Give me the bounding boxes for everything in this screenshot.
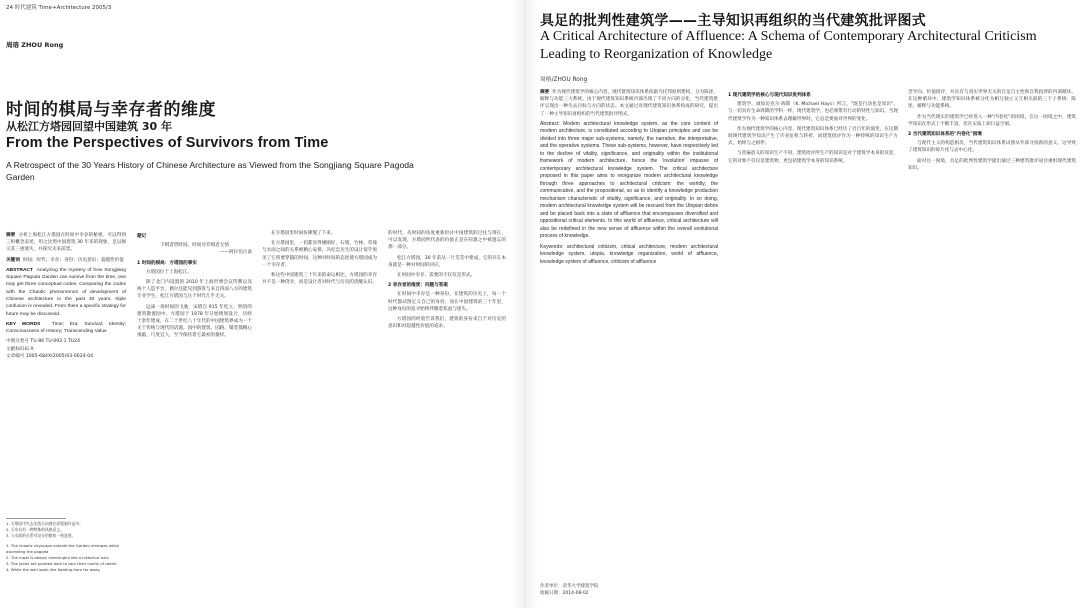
body-paragraph: 的时代，从时间的角度重新检讨中国建筑的过往与现在，可以发现，方塔园所代表的价值正是在喧嚣之中被遗忘的那一部分。 bbox=[388, 231, 506, 251]
body-column-2 bbox=[137, 230, 252, 343]
body-paragraph: 建筑学，诚如迈克尔·海斯（K. Michael Hays）所言，"既是行动也是知识"。与一切具有生命周期的学科一样，现代建筑学，也必须带有行动的特性与知识。当现代建筑学作为一种知识体系去理解世界时，它总是要面对世界的变化。 bbox=[728, 102, 898, 122]
article-title-zh: 具足的批判性建筑学——主导知识再组织的当代建筑批评图式 bbox=[540, 13, 927, 29]
caption-line: 2. 石亭具有一种特殊的风格意义。 bbox=[6, 527, 64, 532]
abstract-en-text: Analyzing the mystery of how Songjiang Square Pagoda Garden can survive from the time, one may get three conceptual codes. Comparing the codes with the Chaotic phenomenon of development of Chinese architecture in the past 30 years, triple confusion is revealed. From them a specific strategy for future may be discussed. bbox=[6, 267, 126, 317]
epigraph bbox=[137, 242, 252, 256]
right-page bbox=[538, 0, 1080, 608]
section-heading-2: 2 当代建筑知识体系的"内卷化"困境 bbox=[908, 132, 982, 138]
publication-info bbox=[540, 584, 599, 598]
caption-line: 1. The chaotic cityscape outside the Garden emerges while ascending the pagoda bbox=[6, 543, 119, 554]
abstract-zh-label: 摘要 bbox=[540, 90, 550, 95]
body-paragraph: 念导向、价值批评，并具有与真实世界无关的自足自主性和自我指涉的内部循环。在这种循环中，建筑学知识体系被分化为相互独立又互相关联的三个子系统：陈述、解释与功能系统。 bbox=[908, 90, 1076, 110]
section-heading-1: 1 时间的棋局：方塔园的事实 bbox=[137, 260, 197, 266]
keywords-en-text: architectural criticism, critical architecture, modern architectural knowledge system, utopia, knowledge organization, world of affluence, knowledge system of affluence, criticism of affluence bbox=[540, 243, 718, 265]
left-page bbox=[0, 0, 512, 608]
body-paragraph: 在方塔园里时间仿佛慢了下来。 bbox=[271, 231, 336, 236]
article-title-en: A Critical Architecture of Affluence: A Schema of Contemporary Architectural Criticism Leading to Reorganization of Knowledge bbox=[540, 29, 1037, 62]
body-column-3 bbox=[908, 89, 1076, 175]
author-name: 周榕/ZHOU Rong bbox=[540, 77, 588, 83]
abstract-en-label: ABSTRACT bbox=[6, 267, 33, 273]
page-gutter bbox=[512, 0, 538, 608]
body-paragraph: 面对这一困境，具足的批判性建筑学提出通过三种建筑批评途径重组现代建筑知识。 bbox=[908, 158, 1076, 171]
abstract-zh bbox=[6, 232, 126, 254]
caption-divider bbox=[6, 518, 66, 519]
abstract-en bbox=[6, 267, 126, 318]
abstract-en-label: Abstract: bbox=[540, 120, 560, 127]
abstract-zh-text: 分析上海松江方塔园在时间中幸存的秘密，可以得到三组概念表述，用之比照中国建筑 30 年来的现象，足以揭示其三重迷失，并探究未来前景。 bbox=[6, 233, 126, 253]
abstract-zh-label: 摘要 bbox=[6, 233, 16, 238]
section-heading-2: 2 幸存者的维度：问题与答案 bbox=[388, 283, 448, 289]
document-code: 文献标识码 A bbox=[6, 346, 34, 352]
article-number: 文章编号 1005-684X(2005)03-0024-04 bbox=[6, 353, 94, 359]
caption-line: 2. The moat is deeply meaningful like a historical axis. bbox=[6, 555, 110, 560]
body-column-3 bbox=[262, 230, 377, 289]
article-title-zh: 时间的棋局与幸存者的维度 bbox=[6, 100, 216, 120]
abstract-column bbox=[540, 89, 718, 269]
caption-line: 4. While the wall looks like floating from far away. bbox=[6, 567, 101, 572]
keywords-en-label: Keywords: bbox=[540, 243, 564, 250]
keywords-en-text: Time; Era; Survival; Identity; Consciousness of History; Transcending Value bbox=[6, 321, 127, 335]
body-column-4 bbox=[388, 230, 506, 333]
keywords-zh-text: 时间；时代；幸存；身份；历史意识；超越性价值 bbox=[22, 257, 124, 263]
caption-line: 1. 方塔园中失去光线方向感在原版画作品中。 bbox=[6, 521, 83, 526]
epigraph-text: 下棋者皆时间，时间对弈棋者无情 bbox=[160, 243, 229, 249]
keywords-zh bbox=[6, 257, 126, 264]
abstract-zh bbox=[540, 89, 718, 118]
body-paragraph: 方塔园的经验告诉我们，建筑的身份来自于对历史的意识和对超越性价值的追求。 bbox=[388, 317, 506, 330]
keywords-en bbox=[6, 321, 126, 336]
body-paragraph: 与现代主义的构造相反，当代建筑知识体系试图从外部寻找新的意义，这导致了建筑知识的碎片化与去中心化。 bbox=[908, 141, 1076, 154]
keywords-zh-label: 关键词 bbox=[6, 257, 20, 263]
body-paragraph: 作为现代建筑学的核心内容，现代建筑知识体系已经历了近百年的演变，在这期间现代建筑学知识产生了许多危机与转折，而建筑批评作为一种特殊的知识生产方式，始终与之相伴。 bbox=[728, 126, 898, 147]
author-name: 周瑢 ZHOU Rong bbox=[6, 41, 64, 49]
body-paragraph: 在时间中幸存，需要的不仅仅是形式。 bbox=[397, 273, 476, 279]
intro-heading: 题记 bbox=[137, 234, 147, 239]
body-column-2 bbox=[728, 89, 898, 168]
author-affiliation: 作者单位：清华大学建筑学院 bbox=[540, 584, 599, 589]
class-number: 中图分类号 TU-86 TU-092.1 TU24 bbox=[6, 339, 81, 345]
section-heading-1: 1 现代建筑学的核心与现代知识批判体系 bbox=[728, 93, 811, 98]
body-paragraph: 在时间中幸存是一种身份。在建筑的历史上，每一个时代都试图定义自己的身份，而在中国建筑的三十年里，这种身份的追寻始终伴随着焦虑与迷失。 bbox=[388, 292, 506, 312]
article-title-en: From the Perspectives of Survivors from Time bbox=[6, 135, 329, 151]
epigraph-source: ——阿拉伯古谚 bbox=[219, 250, 252, 256]
running-head: 24 时代建筑 Time+Architecture 2005/3 bbox=[6, 5, 112, 11]
body-paragraph: 在方塔园里，一切都显得刚刚好，石墙、竹林、草坡与水面之间的关系被精心安排。冯纪忠先生的设计似乎预见了它将要穿越的时间，这种对时间的态度使方塔园成为一个幸存者。 bbox=[262, 241, 377, 268]
caption-line: 3. 与水面的关系对设计的整体一致意图。 bbox=[6, 533, 76, 538]
keywords-en-label: KEY WORDS bbox=[6, 321, 41, 327]
abstract-block bbox=[6, 232, 126, 360]
abstract-en-text: Modern architectural knowledge system, as the core content of modern architecture, is constituted according to Utopian principles and can be divided into three major sub-systems, namely, the narrative, the interpretative, and the operative systems. These sub-systems, however, have respectively led to the decline of vitality, significance, and originality within the institutional framework of modern architecture, hence the 'involution' impasse of contemporary architectural knowledge system. The critical architecture proposed in this paper aims to reorganize modern architectural knowledge through three approaches to architectural criticism: the worldly, the communicative, and the propositional, so as to identify a knowledge production mechanism characteristic of vitality, significance, and originality. In so doing, modern architectural knowledge system will be rescued from the Utopian debris and be placed back into a state of affluence that encompasses diversified and oppositional critical elements. In this world of affluence, critical architecture will also be redefined in the new sense of affluence within the overall evolutional process of knowledge. bbox=[540, 120, 719, 240]
article-subtitle-zh: 从松江方塔园回望中国建筑 30 年 bbox=[6, 120, 172, 133]
body-paragraph: 与普遍意义的知识生产不同，建筑批评所生产的知识是对于建筑学本身的反思，它的对象不仅仅是建筑物，更包括建筑学本身的知识系统。 bbox=[728, 151, 898, 164]
caption-line: 3. The joints are pointed dark to tour their clarity of detail. bbox=[6, 561, 118, 566]
body-paragraph: 除了北门内设置的 2010 年上海世博会宣传牌以及两个人造平台，偶尔还能见到游客与来自四面八方的建筑专业学生，松江方塔园与这个时代几乎无关。 bbox=[137, 280, 252, 300]
received-date: 收稿日期：2014-08-02 bbox=[540, 590, 589, 596]
body-paragraph: 作为当代现实的建筑学已经进入一种"内卷化"的困境，在这一困境之中，建筑学知识在形式上不断丰富，但在实质上却日益空洞。 bbox=[908, 114, 1076, 127]
article-subtitle-en: A Retrospect of the 30 Years History of Chinese Architecture as Viewed from the Songjiang Square Pagoda Garden bbox=[6, 160, 414, 182]
body-paragraph: 和这些中国建筑三十年来的命运相比，方塔园的幸存并不是一种侥幸，而是设计者对时代与历史的清醒认识。 bbox=[262, 273, 377, 286]
body-paragraph: 松江方塔园，30 年前从一片荒芜中建成，它的存在本身就是一种对时间的回应。 bbox=[388, 255, 506, 268]
figure-captions bbox=[6, 518, 124, 573]
body-paragraph: 远离一场时间的飞驰，宋塔自 915 年屹立，明清的建筑散置园中。方塔园于 1978 年开始规划设计，历经十余年建成，在二十世纪八十年代的中国建筑界成为一个关于传统与现代的话题。园中的建筑、园路、铺装都精心推敲，尺度宜人，至今保持着它最初的模样。 bbox=[137, 304, 252, 339]
keywords-en bbox=[540, 244, 718, 267]
body-paragraph: 方塔园位于上海松江。 bbox=[146, 269, 192, 275]
abstract-en bbox=[540, 121, 718, 241]
abstract-zh-text: 作为现代建筑学的核心内容，现代建筑知识体系依据乌托邦原则建构，分为陈述、解释与功能三大系统。由于现代建筑知识系统内部出现了不同方向的分化，当代建筑批评呈现出一种失去目标与方向的状态。本文通过对现代建筑知识体系构成的研究，提出了一种主导知识再组织的当代建筑批评图式。 bbox=[540, 90, 718, 117]
